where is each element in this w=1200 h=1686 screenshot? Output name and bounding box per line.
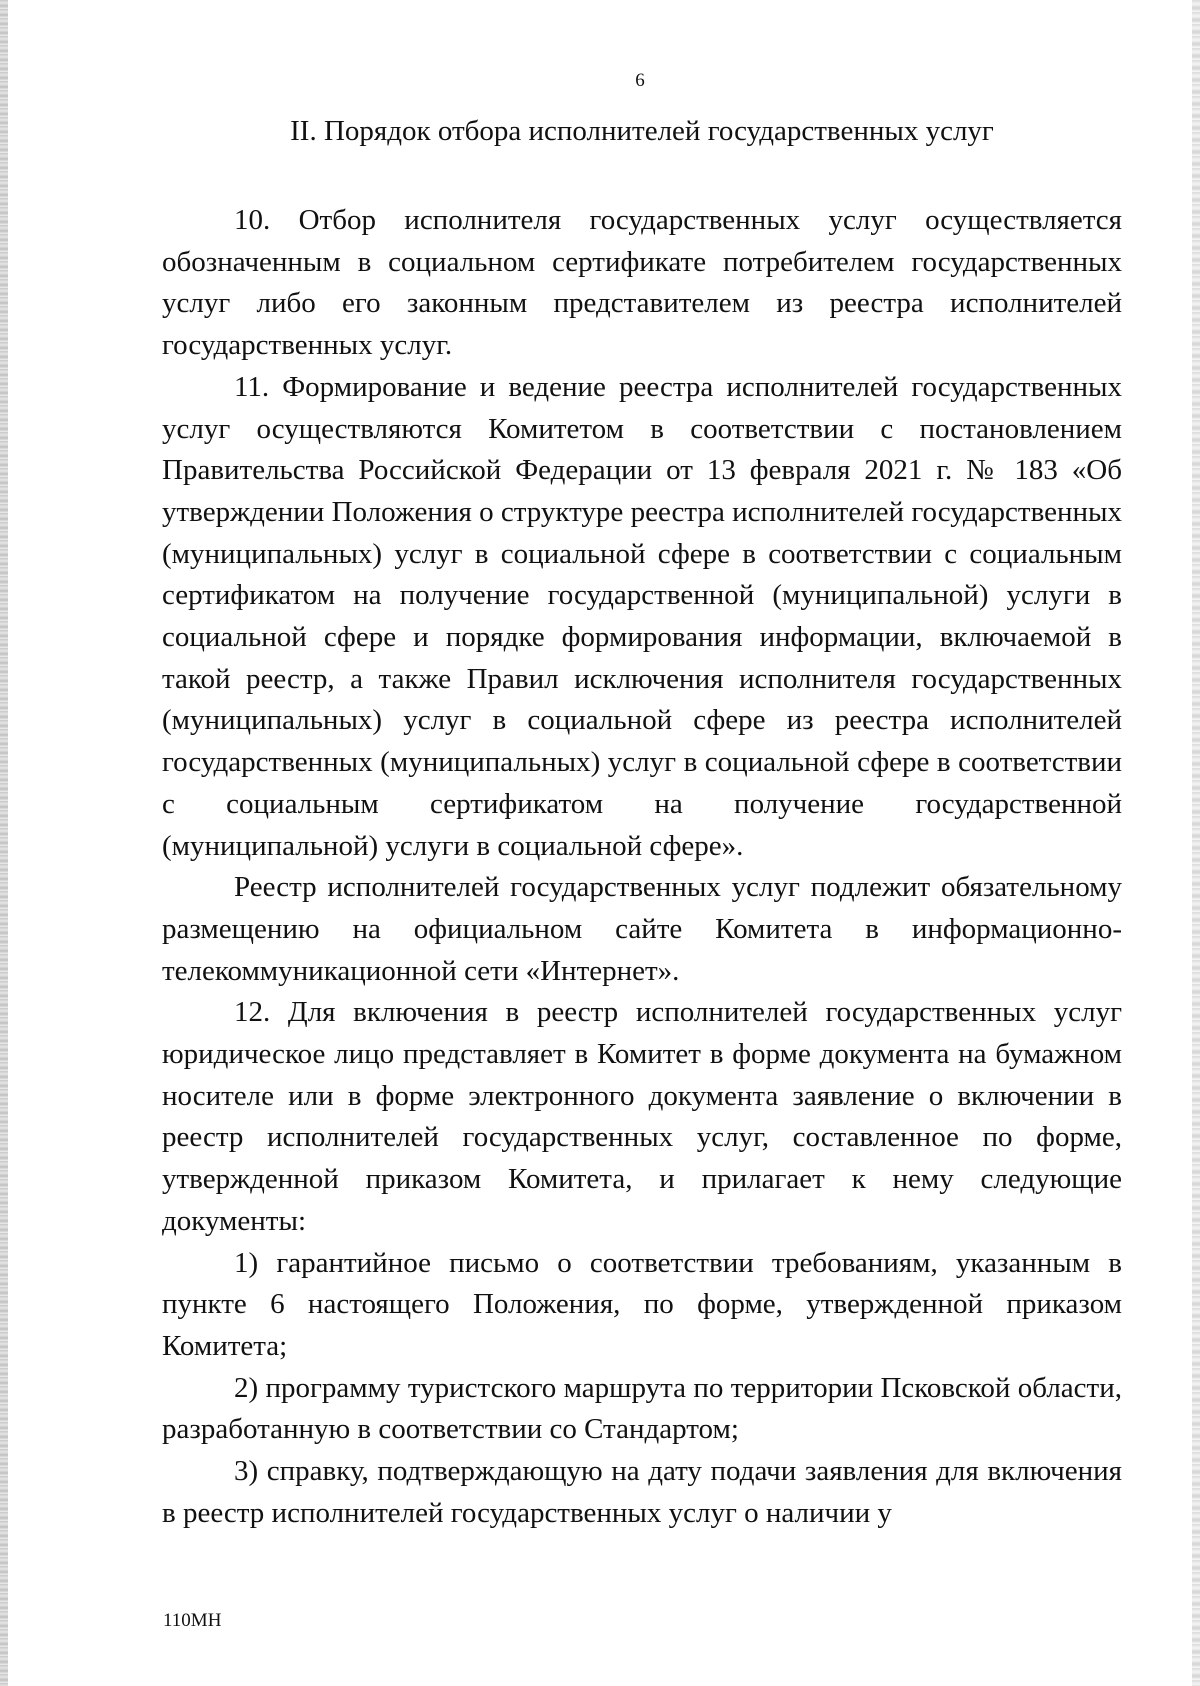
list-item-2: 2) программу туристского маршрута по территории Псковской области, разработанную в соответствии со Стандартом; bbox=[162, 1371, 1122, 1446]
scan-edge-left bbox=[0, 0, 8, 1686]
list-item-3: 3) справку, подтверждающую на дату подачи заявления для включения в реестр исполнителей государственных услуг о наличии у bbox=[162, 1455, 1122, 1529]
paragraph-11: 11. Формирование и ведение реестра исполнителей государственных услуг осуществляются Комитетом в соответствии с постановлением Правительства Российской Федерации от 13 февраля 2021 г. № 183 «Об утверждении Положения о структуре реестра исполнителей государственных (муниципальных) услуг в социальной сфере в соответствии с социальным сертификатом на получение государственной (муниципальной) услуги в социальной сфере и порядке формирования информации, включаемой в такой реестр, а также Правил исключения исполнителя государственных (муниципальных) услуг в социальной сфере из реестра исполнителей государственных (муниципальных) услуг в социальной сфере в соответствии с социальным сертификатом на получение государственной (муниципальной) услуги в социальной сфере». bbox=[162, 370, 1122, 862]
document-body bbox=[162, 200, 1122, 1535]
scan-edge-right bbox=[1192, 0, 1200, 1686]
paragraph-10: 10. Отбор исполнителя государственных услуг осуществляется обозначенным в социальном сертификате потребителем государственных услуг либо его законным представителем из реестра исполнителей государственных услуг. bbox=[162, 204, 1122, 362]
section-title: II. Порядок отбора исполнителей государственных услуг bbox=[290, 115, 994, 147]
page-number: 6 bbox=[635, 70, 645, 91]
paragraph-12: 12. Для включения в реестр исполнителей государственных услуг юридическое лицо представляет в Комитет в форме документа на бумажном носителе или в форме электронного документа заявление о включении в реестр исполнителей государственных услуг, составленное по форме, утвержденной приказом Комитета, и прилагает к нему следующие документы: bbox=[162, 996, 1122, 1237]
footer-document-code: 110МН bbox=[163, 1610, 222, 1631]
list-item-1: 1) гарантийное письмо о соответствии требованиям, указанным в пункте 6 настоящего Положения, по форме, утвержденной приказом Комитета; bbox=[162, 1246, 1122, 1362]
paragraph-registry-publication: Реестр исполнителей государственных услуг подлежит обязательному размещению на официальном сайте Комитета в информационно-телекоммуникационной сети «Интернет». bbox=[162, 871, 1122, 987]
